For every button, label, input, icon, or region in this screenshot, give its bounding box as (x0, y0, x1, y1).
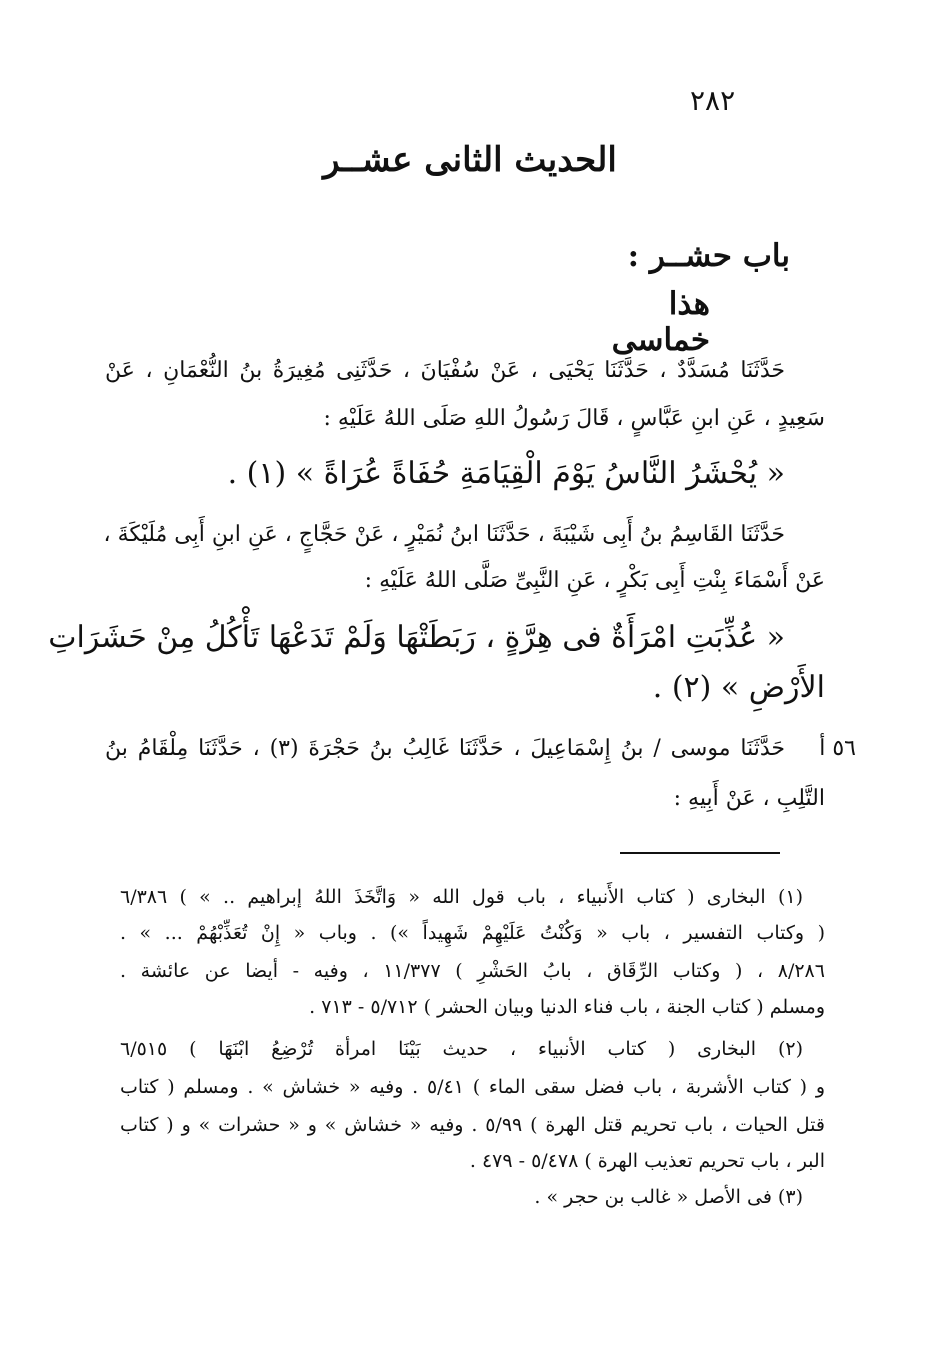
hadith-title: الحديث الثانى عشــر (323, 140, 617, 180)
footnote-line: (١) البخارى ( كتاب الأَنبياء ، باب قول الله « وَاتَّخَذَ اللهُ إبراهيم .. » ) ٦/٣٨٦ (120, 886, 803, 908)
footnote-line: البر ، باب تحريم تعذيب الهرة ) ٥/٤٧٨ - ٤٧٩ . (469, 1150, 825, 1172)
footnote-separator (620, 852, 780, 854)
body-line: عَنْ أَسْمَاءَ بِنْتِ أَبِى بَكْرٍ ، عَنِ النَّبِىِّ صَلَّى اللهُ عَلَيْهِ : (364, 568, 825, 593)
footnote-line: قتل الحيات ، باب تحريم قتل الهرة ) ٥/٩٩ . وفيه « خشاش » و « حشرات » و ( كتاب (120, 1114, 825, 1136)
body-line: حَدَّثَنَا القَاسِمُ بنُ أَبِى شَيْبَةَ ، حَدَّثَنَا ابنُ نُمَيْرٍ ، عَنْ حَجَّاجٍ ، عَنِ ابنِ أَبِى مُلَيْكَةَ ، (103, 522, 785, 547)
footnote-line: و ( كتاب الأشربة ، باب فضل سقى الماء ) ٥/٤١ . وفيه « خشاش » . ومسلم ( كتاب (120, 1076, 825, 1098)
footnote-line: ومسلم ( كتاب الجنة ، باب فناء الدنيا وبيان الحشر ) ٥/٧١٢ - ٧١٣ . (309, 996, 825, 1018)
footnote-line: ٨/٢٨٦ ، ( وكتاب الرِّقَاق ، بابُ الحَشْرِ ) ١١/٣٧٧ ، وفيه - أيضا عن عائشة . (120, 960, 825, 982)
body-line: حَدَّثَنَا مُسَدَّدٌ ، حَدَّثَنَا يَحْيَى ، عَنْ سُفْيَانَ ، حَدَّثَنِى مُغِيرَةُ بنُ النُّعْمَانِ ، عَنْ (105, 358, 785, 383)
section-subheading: هذا خماسى (611, 286, 710, 358)
footnote-line: ( وكتاب التفسير ، باب « وَكُنْتُ عَلَيْهِمْ شَهِيداً ») . وباب « إِنْ تُعَذِّبْهُمْ ... » . (120, 922, 825, 944)
hadith-quote: « يُحْشَرُ النَّاسُ يَوْمَ الْقِيَامَةِ حُفَاةً عُرَاةً » (١) . (227, 456, 785, 491)
page-number: ٢٨٢ (690, 84, 736, 117)
manuscript-folio-note: ٥٦ أ (819, 736, 856, 761)
footnote-line: (٢) البخارى ( كتاب الأنبياء ، حديث بَيْنَا امرأة تُرْضِعُ ابْنَهَا ) ٦/٥١٥ (120, 1038, 803, 1060)
body-line: سَعِيدٍ ، عَنِ ابنِ عَبَّاسٍ ، قَالَ رَسُولُ اللهِ صَلَى اللهُ عَلَيْهِ : (323, 406, 825, 431)
section-heading: باب حشــر : (627, 238, 790, 274)
body-line: التَّلِبِ ، عَنْ أَبِيهِ : (673, 786, 825, 811)
hadith-quote: الأَرْضِ » (٢) . (652, 670, 825, 705)
hadith-quote: « عُذِّبَتِ امْرَأَةٌ فى هِرَّةٍ ، رَبَطَتْهَا وَلَمْ تَدَعْهَا تَأْكُلُ مِنْ حَشَرَاتِ (48, 620, 785, 655)
footnote-line: (٣) فى الأصل « غالب بن حجر » . (534, 1186, 803, 1208)
body-line: حَدَّثَنَا موسى / بنُ إِسْمَاعِيلَ ، حَدَّثَنَا غَالِبُ بنُ حَجْرَةَ (٣) ، حَدَّثَنَا مِلْقَامُ بنُ (105, 736, 785, 761)
